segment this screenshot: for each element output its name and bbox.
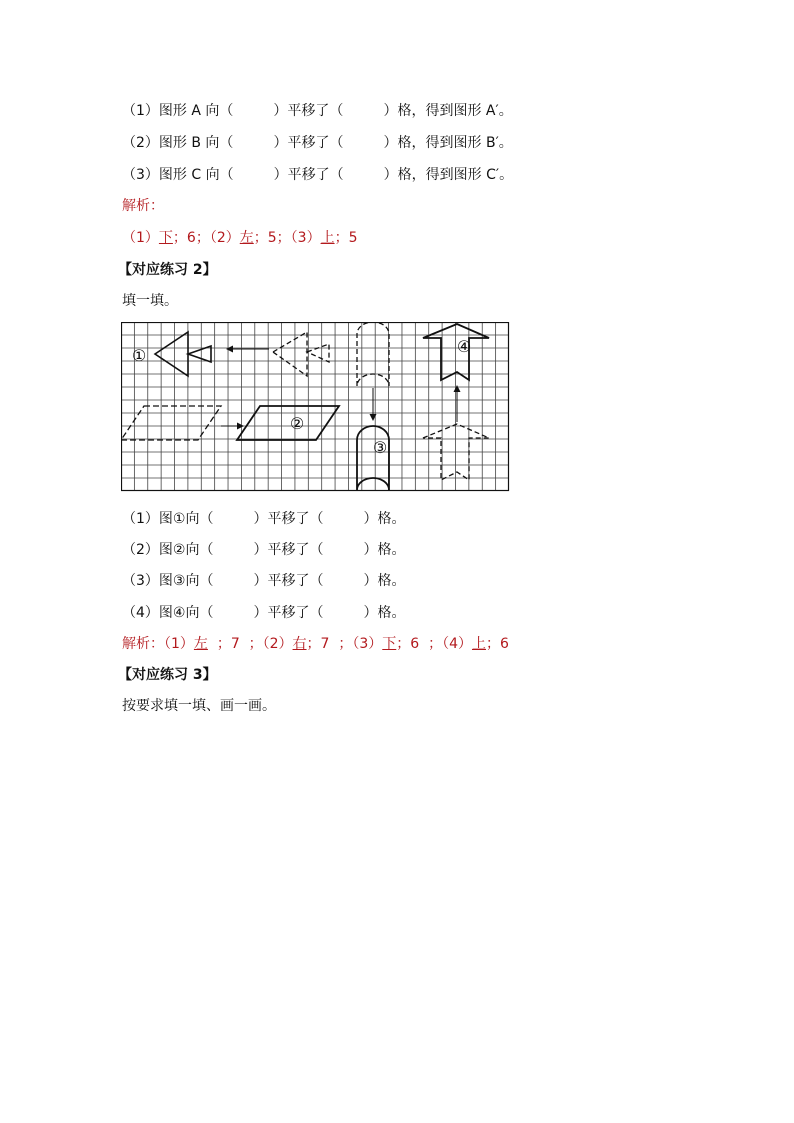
- figure-2-solid: [237, 406, 339, 440]
- answer-2-pre: （1）: [164, 636, 194, 652]
- answer-2-rest2: ；7 ；（3）: [306, 636, 383, 652]
- section-2-heading: 【对应练习 2】: [118, 262, 217, 278]
- answer-1-dir2: 左: [239, 230, 254, 246]
- question-2-1: （1）图①向（ ）平移了（ ）格。: [122, 511, 406, 527]
- answer-1: [122, 229, 358, 247]
- question-1-2: （2）图形 B 向（ ）平移了（ ）格，得到图形 B′。: [122, 135, 513, 151]
- question-2-3: （3）图③向（ ）平移了（ ）格。: [122, 573, 406, 589]
- figure-1-solid: [155, 332, 211, 376]
- answer-1-dir3: 上: [320, 230, 335, 246]
- answer-1-pre: （1）: [122, 230, 159, 246]
- figure-label-2: ②: [289, 414, 305, 433]
- section-3-heading: 【对应练习 3】: [118, 667, 217, 683]
- analysis-label-1: 解析：: [122, 198, 164, 214]
- answer-2-rest4: ；6: [485, 636, 509, 652]
- figure-label-4: ④: [456, 337, 472, 356]
- figure-label-3: ③: [372, 438, 388, 457]
- answer-2-rest3: ；6 ；（4）: [396, 636, 472, 652]
- section-2-instruction: 填一填。: [122, 293, 178, 309]
- section-3-instruction: 按要求填一填、画一画。: [122, 698, 276, 714]
- question-1-1: （1）图形 A 向（ ）平移了（ ）格，得到图形 A′。: [122, 103, 513, 119]
- analysis-label-2: 解析：: [122, 636, 164, 652]
- figure-label-1: ①: [131, 346, 147, 365]
- answer-2-dir1: 左: [193, 636, 208, 652]
- question-1-3: （3）图形 C 向（ ）平移了（ ）格，得到图形 C′。: [122, 167, 514, 183]
- question-2-2: （2）图②向（ ）平移了（ ）格。: [122, 542, 406, 558]
- answer-1-rest1: ；6；（2）: [172, 230, 240, 246]
- answer-2: [122, 635, 509, 653]
- answer-2-dir4: 上: [471, 636, 486, 652]
- answer-1-rest2: ；5；（3）: [253, 230, 321, 246]
- answer-1-dir1: 下: [158, 230, 173, 246]
- question-2-4: （4）图④向（ ）平移了（ ）格。: [122, 605, 406, 621]
- answer-2-rest1: ；7 ；（2）: [207, 636, 293, 652]
- answer-2-dir2: 右: [292, 636, 307, 652]
- answer-2-dir3: 下: [382, 636, 397, 652]
- figure-2-dashed: [121, 406, 221, 440]
- answer-1-rest3: ；5: [334, 230, 358, 246]
- translation-grid-figure: [121, 322, 510, 492]
